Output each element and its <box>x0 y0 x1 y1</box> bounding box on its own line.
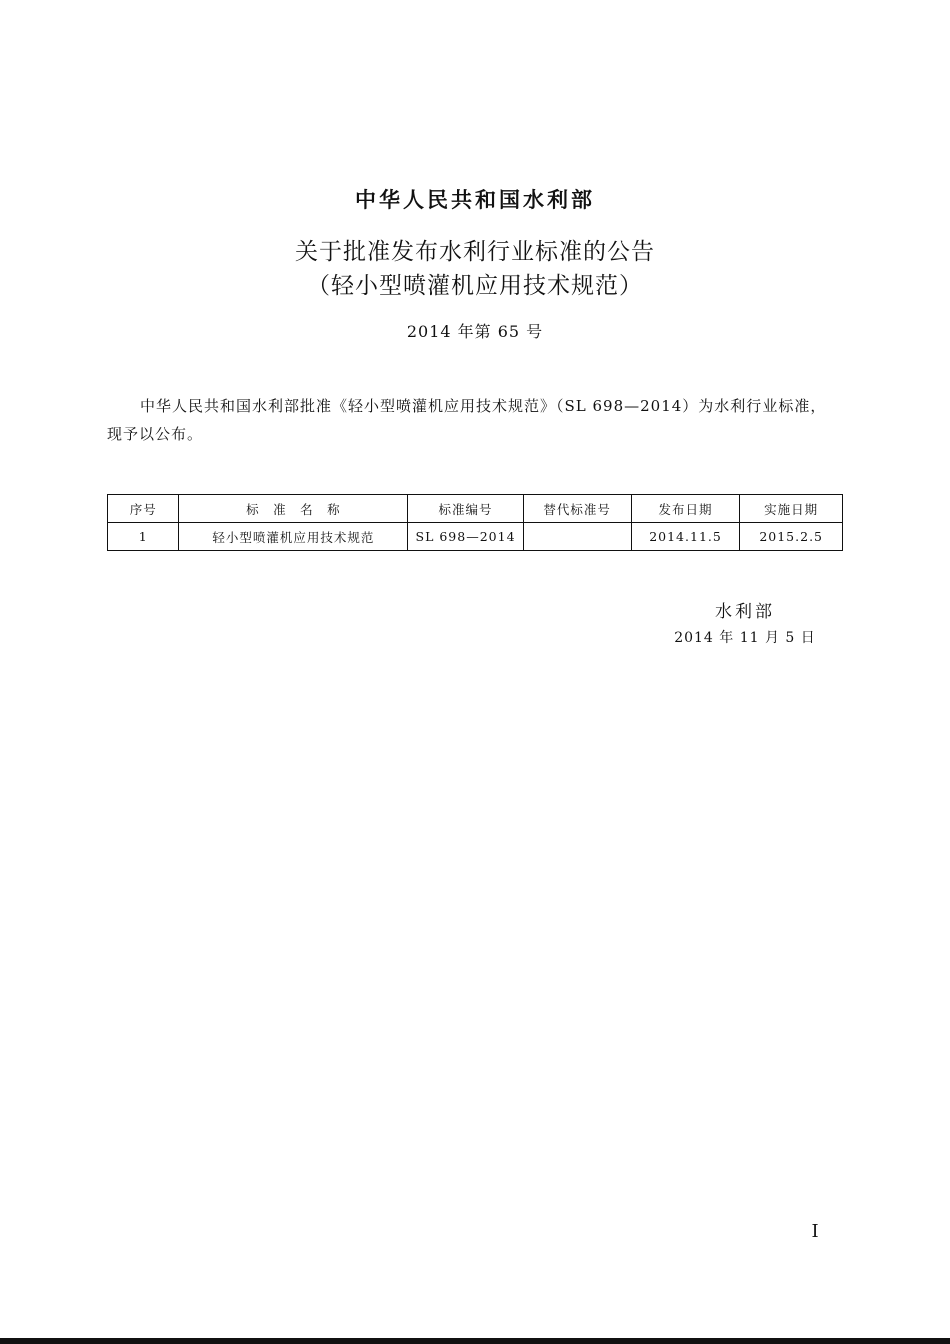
header-implement-date: 实施日期 <box>740 495 843 523</box>
table-row <box>108 523 843 551</box>
table-header-row <box>108 495 843 523</box>
cell-publish-date: 2014.11.5 <box>631 523 740 551</box>
body-line-1 <box>107 392 847 420</box>
announcement-body <box>107 392 847 448</box>
header-publish-date: 发布日期 <box>631 495 740 523</box>
cell-name: 轻小型喷灌机应用技术规范 <box>179 523 408 551</box>
announcement-subtitle: （轻小型喷灌机应用技术规范） <box>307 273 643 299</box>
page-number: I <box>811 1221 819 1242</box>
header-code: 标准编号 <box>408 495 523 523</box>
announcement-title: 关于批准发布水利行业标准的公告 <box>295 239 655 265</box>
cell-code: SL 698—2014 <box>408 523 523 551</box>
header-name: 标 准 名 称 <box>179 495 408 523</box>
signature-org: 水利部 <box>715 602 775 622</box>
bottom-border <box>0 1338 950 1344</box>
body-line-2: 现予以公布。 <box>107 425 204 443</box>
cell-no: 1 <box>108 523 179 551</box>
header-replace: 替代标准号 <box>523 495 631 523</box>
body-line-1-text: 中华人民共和国水利部批准《轻小型喷灌机应用技术规范》（SL 698—2014）为水利行业标准， <box>140 397 827 415</box>
announcement-number: 2014 年第 65 号 <box>406 322 544 341</box>
header-no: 序号 <box>108 495 179 523</box>
signature-date: 2014 年 11 月 5 日 <box>674 630 816 646</box>
standards-table <box>107 494 843 551</box>
cell-implement-date: 2015.2.5 <box>740 523 843 551</box>
issuer-heading: 中华人民共和国水利部 <box>355 188 595 212</box>
cell-replace <box>523 523 631 551</box>
